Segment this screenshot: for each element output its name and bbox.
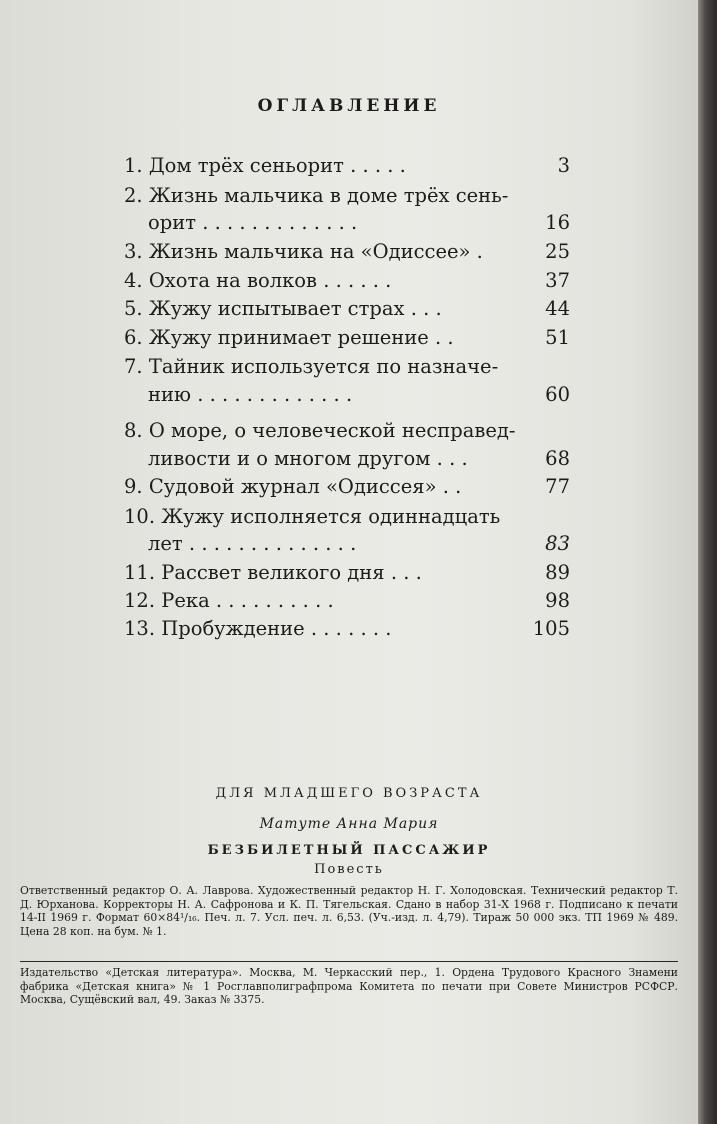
publisher-block: Издательство «Детская литература». Москва, М. Черкасский пер., 1. Ордена Трудового Красного Знамени фабрика «Детская книга» № 1 Росглавполиграфпрома Комитета по печати при Совете Министров РСФСР. Москва, Сущёвский вал, 49. Заказ № 3375. bbox=[20, 966, 678, 1006]
toc-page-number: 89 bbox=[545, 561, 570, 584]
toc-entry-title: Рассвет великого дня bbox=[161, 561, 385, 584]
toc-entry-title: Жизнь мальчика в доме трёх сень- bbox=[148, 184, 509, 207]
toc-entry bbox=[124, 297, 442, 321]
toc-entry bbox=[124, 154, 406, 178]
toc-entry-number: 7. bbox=[124, 355, 143, 378]
leader-dots: . . . bbox=[410, 297, 442, 320]
toc-entry-title: Жужу исполняется одиннадцать bbox=[161, 505, 501, 528]
toc-page-number: 98 bbox=[545, 589, 570, 612]
toc-entry-number: 10. bbox=[124, 505, 156, 528]
toc-entry bbox=[124, 561, 422, 585]
toc-entry-title-continued: лет bbox=[148, 532, 183, 555]
page-edge bbox=[698, 0, 717, 1124]
leader-dots: . . . bbox=[390, 561, 422, 584]
toc-entry bbox=[124, 617, 391, 641]
contents-title: ОГЛАВЛЕНИЕ bbox=[257, 96, 441, 116]
toc-entry bbox=[124, 419, 516, 443]
divider bbox=[20, 961, 678, 962]
toc-entry-title: О море, о человеческой несправед- bbox=[148, 419, 516, 442]
leader-dots: . . . . . . bbox=[323, 269, 392, 292]
toc-entry-continuation bbox=[148, 211, 357, 235]
toc-entry-title: Тайник используется по назначе- bbox=[148, 355, 499, 378]
toc-page-number: 44 bbox=[545, 297, 570, 320]
toc-entry-title: Охота на волков bbox=[148, 269, 317, 292]
toc-entry-continuation bbox=[148, 532, 356, 556]
toc-entry bbox=[124, 326, 454, 350]
toc-entry-number: 5. bbox=[124, 297, 143, 320]
toc-page-number: 51 bbox=[545, 326, 570, 349]
toc-entry-title: Река bbox=[161, 589, 210, 612]
toc-entry-number: 11. bbox=[124, 561, 156, 584]
toc-entry-title: Дом трёх сеньорит bbox=[148, 154, 344, 177]
leader-dots: . . . . . . . . . . bbox=[215, 589, 334, 612]
toc-entry-title: Жизнь мальчика на «Одиссее» bbox=[148, 240, 471, 263]
toc-entry bbox=[124, 184, 508, 208]
toc-entry bbox=[124, 589, 334, 613]
author-name: Матуте Анна Мария bbox=[259, 816, 439, 832]
toc-entry-number: 6. bbox=[124, 326, 143, 349]
toc-page-number: 77 bbox=[545, 475, 570, 498]
leader-dots: . . . bbox=[436, 447, 468, 470]
toc-entry-number: 13. bbox=[124, 617, 156, 640]
toc-page-number: 37 bbox=[545, 269, 570, 292]
genre: Повесть bbox=[314, 862, 384, 877]
toc-entry-title: Судовой журнал «Одиссея» bbox=[148, 475, 437, 498]
leader-dots: . . bbox=[442, 475, 462, 498]
toc-entry bbox=[124, 505, 500, 529]
toc-entry-title: Пробуждение bbox=[161, 617, 305, 640]
age-group: ДЛЯ МЛАДШЕГО ВОЗРАСТА bbox=[215, 786, 483, 801]
leader-dots: . . . . . . . bbox=[310, 617, 392, 640]
toc-entry bbox=[124, 240, 483, 264]
toc-entry-continuation bbox=[148, 447, 468, 471]
leader-dots: . . . . . . . . . . . . . . bbox=[188, 532, 357, 555]
toc-entry-title: Жужу испытывает страх bbox=[148, 297, 405, 320]
toc-entry-title-continued: ливости и о многом другом bbox=[148, 447, 431, 470]
toc-entry-number: 4. bbox=[124, 269, 143, 292]
toc-entry-number: 1. bbox=[124, 154, 143, 177]
toc-entry-title: Жужу принимает решение bbox=[148, 326, 429, 349]
leader-dots: . . . . . . . . . . . . . bbox=[202, 211, 358, 234]
toc-entry bbox=[124, 475, 461, 499]
leader-dots: . . bbox=[435, 326, 454, 349]
toc-page-number: 68 bbox=[545, 447, 570, 470]
toc-page-number: 83 bbox=[545, 532, 570, 555]
leader-dots: . bbox=[476, 240, 483, 263]
leader-dots: . . . . . . . . . . . . . bbox=[197, 383, 353, 406]
credits-block: Ответственный редактор О. А. Лаврова. Художественный редактор Н. Г. Холодовская. Технический редактор Т. Д. Юрханова. Корректоры Н. А. Сафронова и К. П. Тягельская. Сдано в набор 31-X 1968 г. Подписано к печати 14-II 1969 г. Формат 60×84¹/₁₆. Печ. л. 7. Усл. печ. л. 6,53. (Уч.-изд. л. 4,79). Тираж 50 000 экз. ТП 1969 № 489. Цена 28 коп. на бум. № 1. bbox=[20, 884, 678, 938]
book-title: БЕЗБИЛЕТНЫЙ ПАССАЖИР bbox=[207, 843, 491, 858]
toc-entry-number: 9. bbox=[124, 475, 143, 498]
toc-entry bbox=[124, 355, 498, 379]
toc-entry-title-continued: нию bbox=[148, 383, 191, 406]
toc-page-number: 3 bbox=[557, 154, 570, 177]
toc-entry-number: 8. bbox=[124, 419, 143, 442]
toc-page-number: 16 bbox=[545, 211, 570, 234]
toc-page-number: 60 bbox=[545, 383, 570, 406]
toc-page-number: 25 bbox=[545, 240, 570, 263]
toc-entry-number: 12. bbox=[124, 589, 156, 612]
toc-entry-number: 3. bbox=[124, 240, 143, 263]
toc-entry-title-continued: орит bbox=[148, 211, 197, 234]
toc-page-number: 105 bbox=[532, 617, 570, 640]
toc-entry-continuation bbox=[148, 383, 352, 407]
toc-entry-number: 2. bbox=[124, 184, 143, 207]
leader-dots: . . . . . bbox=[350, 154, 406, 177]
toc-entry bbox=[124, 269, 391, 293]
